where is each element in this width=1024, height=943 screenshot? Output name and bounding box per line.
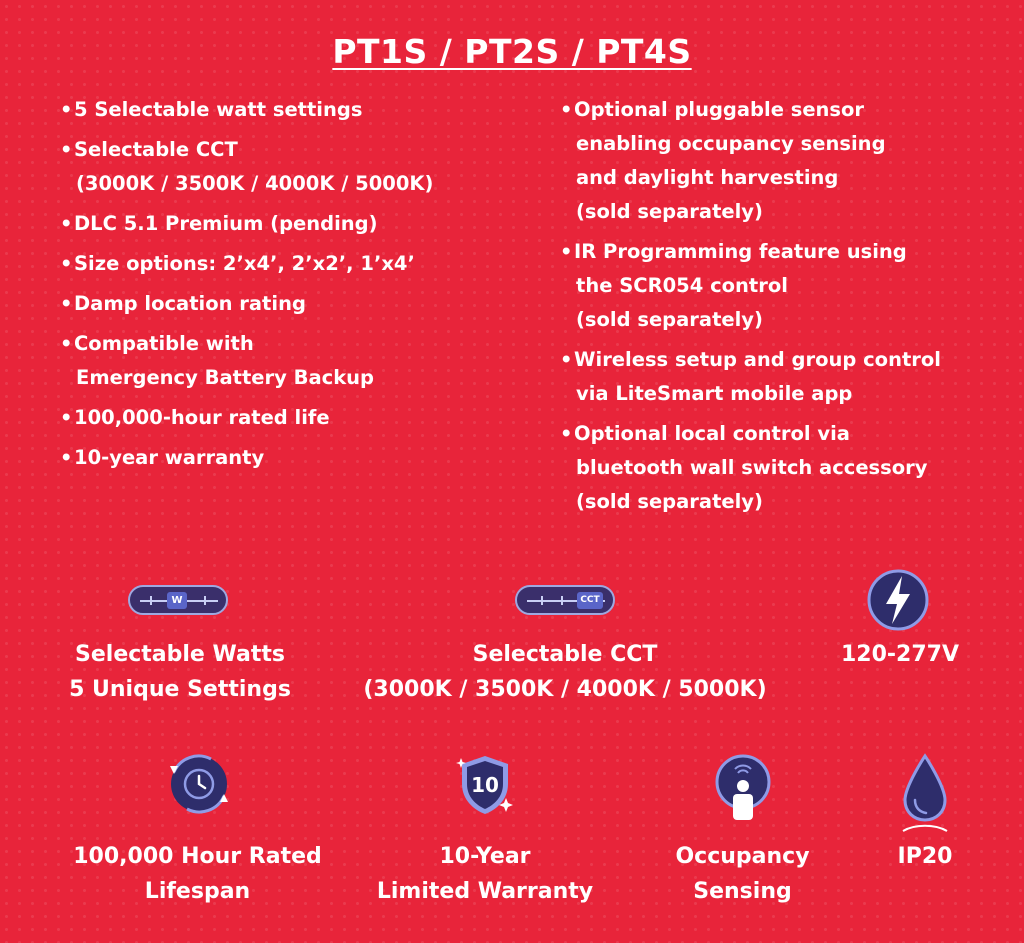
bullet-item [558, 343, 1018, 411]
feature-sublabel: (3000K / 3500K / 4000K / 5000K) [363, 677, 767, 702]
bullet-text: • Compatible with [74, 332, 254, 355]
warranty-shield-icon [452, 752, 518, 818]
bullet-item [58, 247, 528, 281]
feature-voltage [815, 637, 985, 672]
bullet-item [558, 417, 1018, 519]
bullet-text: • 100,000-hour rated life [74, 406, 330, 429]
bullet-item [558, 235, 1018, 337]
feature-label: Selectable CCT [472, 642, 658, 667]
bullet-text-continued: bluetooth wall switch accessory [576, 456, 928, 479]
lightning-bolt-icon [866, 568, 930, 632]
bullet-text-continued: Emergency Battery Backup [76, 366, 375, 389]
bullet-text: • Optional local control via [574, 422, 850, 445]
bullet-item [58, 93, 528, 127]
bullet-text-continued: the SCR054 control [576, 274, 788, 297]
cct-slider-icon [515, 585, 615, 615]
bullet-item [58, 327, 528, 395]
bullet-text-continued: (sold separately) [576, 200, 763, 223]
occupancy-sensor-icon [713, 752, 773, 824]
bullet-text-continued: (sold separately) [576, 490, 763, 513]
right-feature-list [558, 93, 1018, 525]
bullet-item [58, 401, 528, 435]
left-feature-list [58, 93, 528, 481]
feature-label: 120-277V [840, 642, 959, 667]
bullet-item [58, 287, 528, 321]
bullet-text: • Wireless setup and group control [574, 348, 941, 371]
water-drop-icon [895, 752, 955, 834]
bullet-text: • Optional pluggable sensor [574, 98, 865, 121]
bullet-text: • Selectable CCT [74, 138, 238, 161]
bullet-text: • DLC 5.1 Premium (pending) [74, 212, 378, 235]
bullet-text-continued: (3000K / 3500K / 4000K / 5000K) [76, 172, 434, 195]
bullet-text: • 5 Selectable watt settings [74, 98, 363, 121]
feature-sublabel: 5 Unique Settings [69, 677, 291, 702]
warranty-badge-number: 10 [471, 773, 499, 797]
feature-sublabel: Sensing [693, 879, 792, 904]
bullet-text-continued: enabling occupancy sensing [576, 132, 886, 155]
bullet-text: • IR Programming feature using [574, 240, 907, 263]
bullet-item [558, 93, 1018, 229]
bullet-text-continued: via LiteSmart mobile app [576, 382, 853, 405]
clock-cycle-icon [165, 750, 233, 818]
watt-slider-icon [128, 585, 228, 615]
feature-label: Selectable Watts [75, 642, 285, 667]
feature-ip-rating [870, 839, 980, 874]
feature-selectable-watts [50, 637, 310, 707]
cct-knob: CCT [577, 592, 603, 609]
bullet-text-continued: (sold separately) [576, 308, 763, 331]
feature-label: 100,000 Hour Rated [73, 844, 322, 869]
bullet-item [58, 133, 528, 201]
feature-label: 10-Year [439, 844, 531, 869]
feature-warranty [355, 839, 615, 909]
feature-label: IP20 [897, 844, 953, 869]
feature-occupancy [650, 839, 835, 909]
feature-selectable-cct [350, 637, 780, 707]
feature-sublabel: Limited Warranty [376, 879, 594, 904]
feature-label: Occupancy [675, 844, 810, 869]
bullet-text: • Damp location rating [74, 292, 306, 315]
bullet-item [58, 207, 528, 241]
feature-lifespan [55, 839, 340, 909]
watt-knob: W [167, 592, 187, 609]
bullet-text: • Size options: 2’x4’, 2’x2’, 1’x4’ [74, 252, 415, 275]
bullet-text-continued: and daylight harvesting [576, 166, 839, 189]
page-title: PT1S / PT2S / PT4S [332, 32, 692, 71]
bullet-item [58, 441, 528, 475]
bullet-text: • 10-year warranty [74, 446, 265, 469]
feature-sublabel: Lifespan [144, 879, 251, 904]
